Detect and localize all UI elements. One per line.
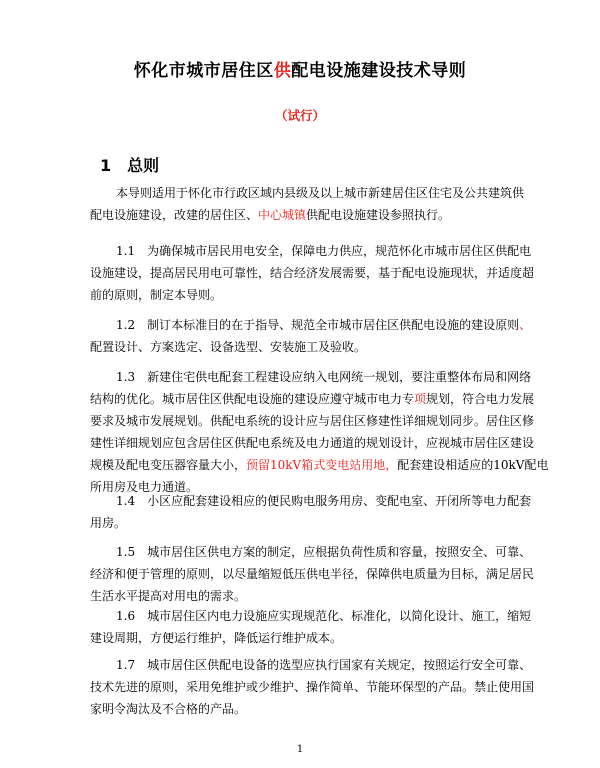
text-line: 1.7 城市居住区供配电设备的选型应执行国家有关规定，按照运行安全可靠、 — [116, 658, 532, 672]
title-part: 怀化市城市居住区 — [133, 61, 274, 81]
text-line: 生活水平提高对用电的需求。 — [90, 589, 247, 603]
text-line: 建设周期，方便运行维护，降低运行维护成本。 — [90, 631, 343, 645]
title-part: 配电设施建设技术导则 — [291, 61, 467, 81]
text-line: 所用房及电力通道。 — [90, 480, 199, 494]
paragraph — [90, 182, 525, 226]
document-title — [0, 56, 600, 81]
text-line: 1.5 城市居住区供电方案的制定，应根据负荷性质和容量，按照安全、可靠、 — [116, 545, 532, 559]
section-number: 1 — [100, 156, 112, 175]
section-heading — [100, 153, 159, 176]
text-line: 要求及城市发展规划。供配电系统的设计应与居住区修建性详细规划同步。居住区修 — [90, 414, 535, 428]
text-line: 经济和便于管理的原则，以尽量缩短低压供电半径，保障供电质量为目标，满足居民 — [90, 567, 535, 581]
highlighted-text: 、 — [519, 318, 532, 332]
text-line: 1.2 制订本标准目的在于指导、规范全市城市居住区供配电设施的建设原则、 — [116, 318, 532, 332]
paragraph — [90, 314, 532, 358]
highlighted-text: 项 — [414, 392, 427, 406]
paragraph — [90, 654, 535, 720]
paragraph — [90, 605, 532, 649]
text-line: 1.1 为确保城市居民用电安全，保障电力供应，规范怀化市城市居住区供配电 — [116, 244, 532, 258]
text-line: 设施建设，提高居民用电可靠性，结合经济发展需要，基于配电设施现状，并适度超 — [90, 266, 535, 280]
section-title: 总则 — [127, 156, 160, 175]
text-line: 技术先进的原则，采用免维护或少维护、操作简单、节能环保型的产品。禁止使用国 — [90, 680, 535, 694]
paragraph — [90, 490, 532, 534]
highlighted-text: 预留10kV箱式变电站用地， — [246, 458, 398, 472]
text-line: 前的原则，制定本导则。 — [90, 288, 223, 302]
paragraph — [90, 541, 535, 607]
text-line: 配置设计、方案选定、设备选型、安装施工及验收。 — [90, 340, 367, 354]
text-line: 建性详细规划应包含居住区供配电系统及电力通道的规划设计，应视城市居住区建设 — [90, 436, 535, 450]
paragraph — [90, 366, 549, 498]
text-line: 配电设施建设，改建的居住区、中心城镇供配电设施建设参照执行。 — [90, 208, 451, 222]
text-line: 家明令淘汰及不合格的产品。 — [90, 702, 247, 716]
text-line: 1.3 新建住宅供电配套工程建设应纳入电网统一规划，要注重整体布局和网络 — [116, 370, 532, 384]
highlighted-text: 中心城镇 — [258, 208, 307, 222]
text-line: 1.6 城市居住区内电力设施应实现规范化、标准化，以简化设计、施工，缩短 — [116, 609, 532, 623]
paragraph — [90, 240, 535, 306]
document-subtitle: （试行） — [274, 108, 325, 123]
text-line: 规模及配电变压器容量大小，预留10kV箱式变电站用地，配套建设相适应的10kV配电 — [90, 458, 549, 472]
text-line: 结构的优化。城市居住区供配电设施的建设应遵守城市电力专项规划，符合电力发展 — [90, 392, 535, 406]
text-line: 本导则适用于怀化市行政区域内县级及以上城市新建居住区住宅及公共建筑供 — [116, 186, 525, 200]
page-number: 1 — [296, 744, 304, 755]
text-line: 用房。 — [90, 516, 127, 530]
text-line: 1.4 小区应配套建设相应的便民购电服务用房、变配电室、开闭所等电力配套 — [116, 494, 532, 508]
title-highlight: 供 — [273, 61, 292, 81]
